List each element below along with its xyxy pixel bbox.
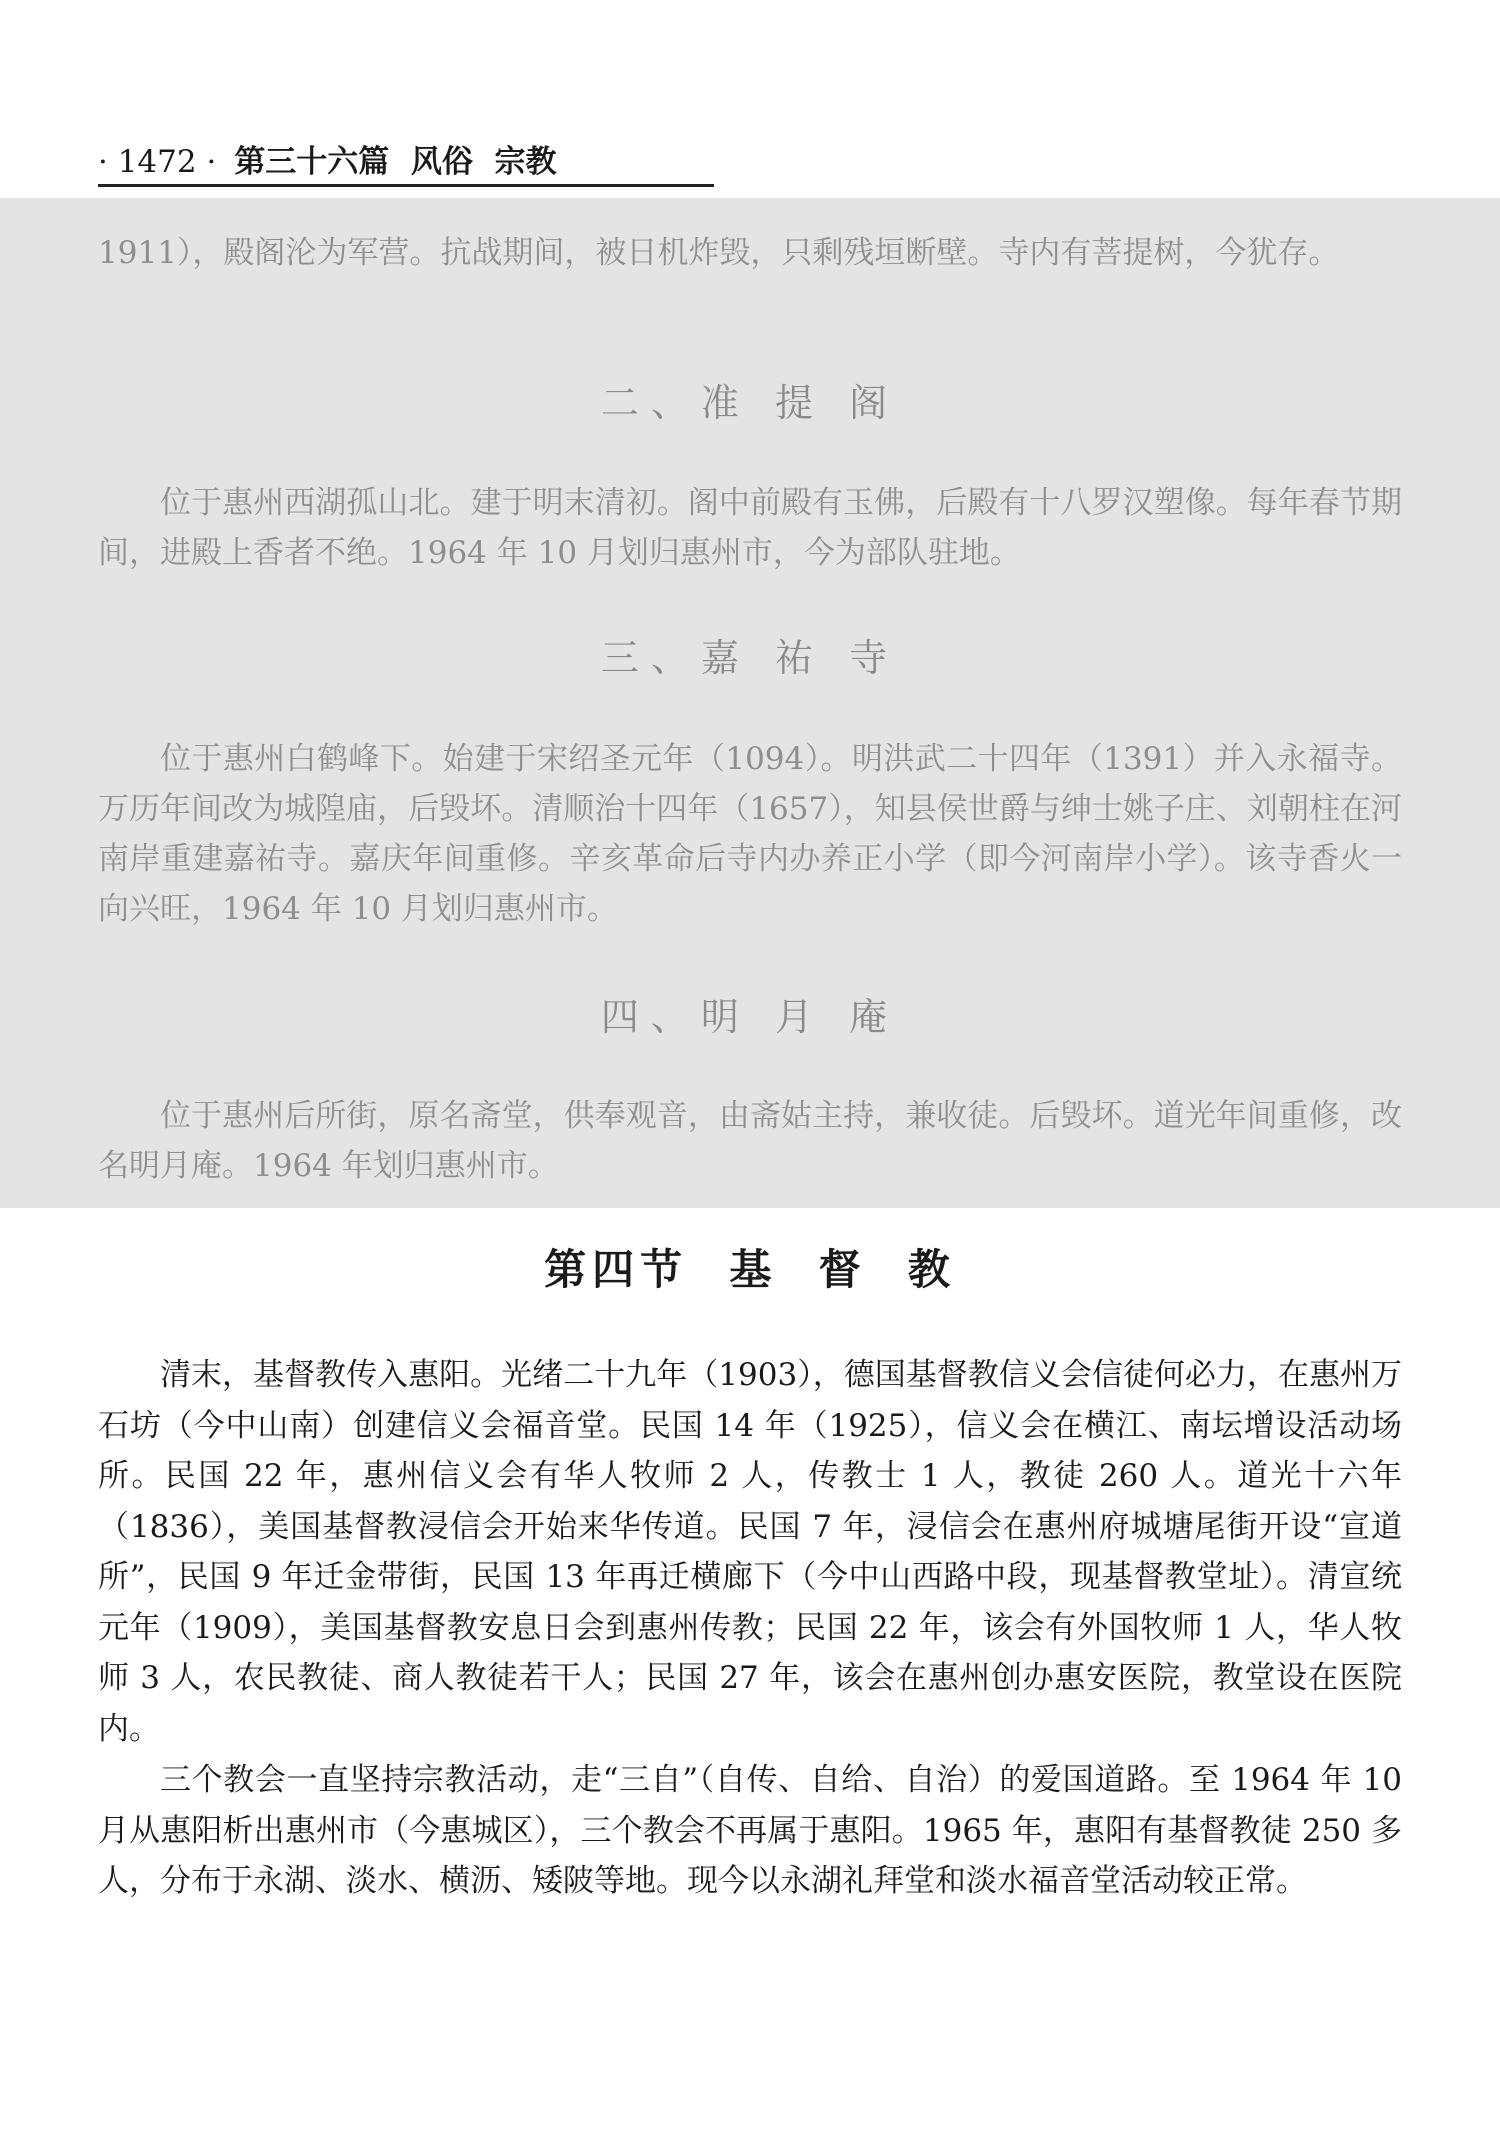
page-number: · 1472 · bbox=[98, 144, 217, 180]
christianity-paragraph-1: 清末，基督教传入惠阳。光绪二十九年（1903），德国基督教信义会信徒何必力，在惠州万石坊（今中山南）创建信义会福音堂。民国 14 年（1925），信义会在横江、南坛增设活动场所。民国 22 年，惠州信义会有华人牧师 2 人，传教士 1 人，教徒 260 人。道光十六年（1836），美国基督教浸信会开始来华传道。民国 7 年，浸信会在惠州府城塘尾街开设“宣道所”，民国 9 年迁金带街，民国 13 年再迁横廊下（今中山西路中段，现基督教堂址）。清宣统元年（1909），美国基督教安息日会到惠州传教；民国 22 年，该会有外国牧师 1 人，华人牧师 3 人，农民教徒、商人教徒若干人；民国 27 年，该会在惠州创办惠安医院，教堂设在医院内。 bbox=[98, 1357, 1402, 1747]
jiayou-si-paragraph: 位于惠州白鹤峰下。始建于宋绍圣元年（1094）。明洪武二十四年（1391）并入永福寺。万历年间改为城隍庙，后毁坏。清顺治十四年（1657），知县侯世爵与绅士姚子庄、刘朝柱在河南岸重建嘉祐寺。嘉庆年间重修。辛亥革命后寺内办养正小学（即今河南岸小学）。该寺香火一向兴旺，1964 年 10 月划归惠州市。 bbox=[98, 741, 1402, 927]
subsection-heading-zhunti-ge: 二、准 提 阁 bbox=[600, 381, 900, 425]
mingyue-an-paragraph: 位于惠州后所街，原名斋堂，供奉观音，由斋姑主持，兼收徒。后毁坏。道光年间重修，改名明月庵。1964 年划归惠州市。 bbox=[98, 1098, 1402, 1184]
chapter-title: 第三十六篇 风俗 宗教 bbox=[234, 144, 557, 180]
running-header bbox=[98, 140, 714, 187]
subsection-heading-jiayou-si: 三、嘉 祐 寺 bbox=[600, 636, 900, 680]
section-title: 第四节 基 督 教 bbox=[544, 1245, 956, 1294]
shaded-previous-content bbox=[0, 198, 1500, 1208]
zhunti-ge-paragraph: 位于惠州西湖孤山北。建于明末清初。阁中前殿有玉佛，后殿有十八罗汉塑像。每年春节期间，进殿上香者不绝。1964 年 10 月划归惠州市，今为部队驻地。 bbox=[98, 485, 1402, 571]
intro-paragraph: 1911），殿阁沦为军营。抗战期间，被日机炸毁，只剩残垣断壁。寺内有菩提树，今犹存。 bbox=[98, 235, 1340, 271]
subsection-heading-mingyue-an: 四、明 月 庵 bbox=[600, 995, 900, 1039]
christianity-paragraph-2: 三个教会一直坚持宗教活动，走“三自”（自传、自给、自治）的爱国道路。至 1964 年 10 月从惠阳析出惠州市（今惠城区），三个教会不再属于惠阳。1965 年，惠阳有基督教徒 250 多人，分布于永湖、淡水、横沥、矮陂等地。现今以永湖礼拜堂和淡水福音堂活动较正常。 bbox=[98, 1762, 1402, 1899]
